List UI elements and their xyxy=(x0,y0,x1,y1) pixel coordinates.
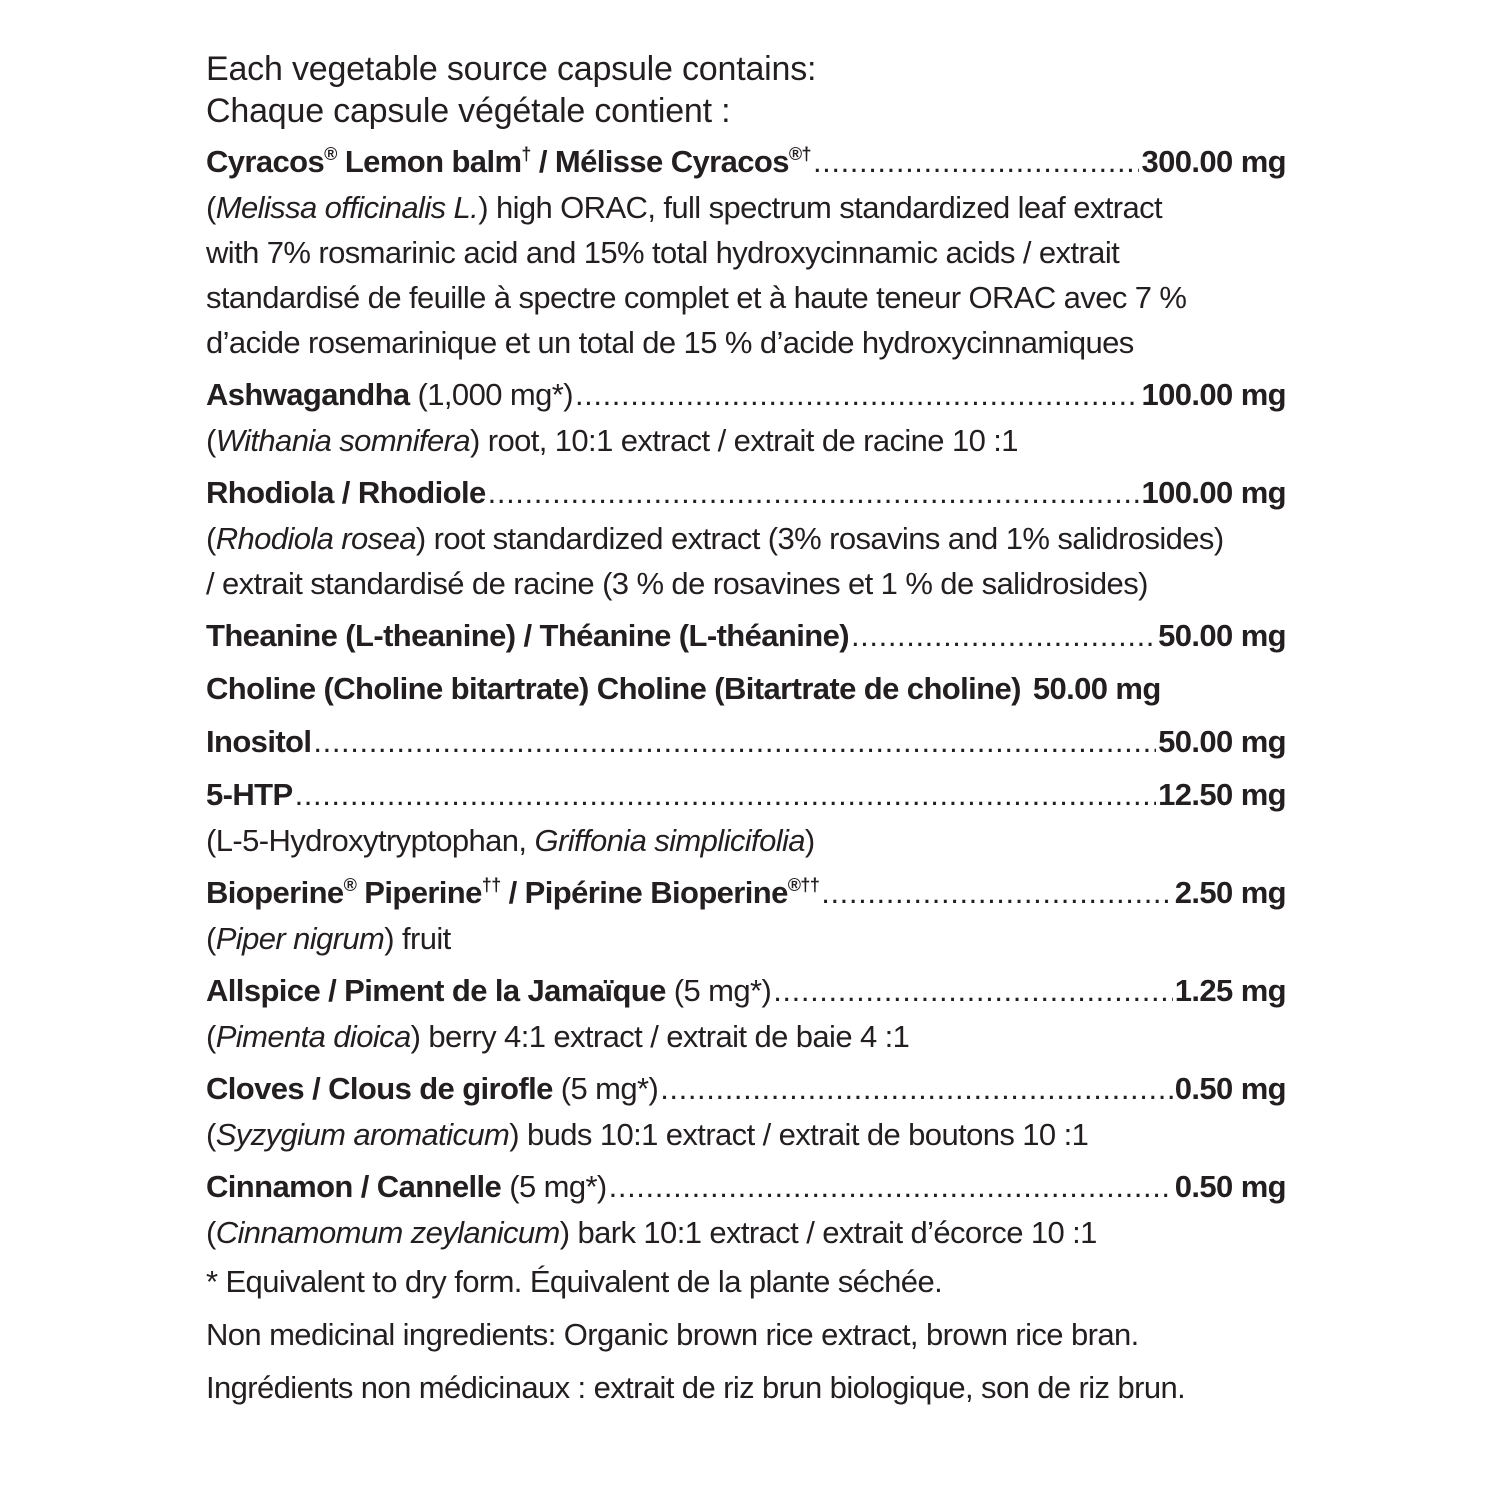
trademark-mark: † xyxy=(521,144,531,164)
ingredient-description: (Pimenta dioica) berry 4:1 extract / extrait de baie 4 :1 xyxy=(206,1019,910,1054)
ingredient-item xyxy=(206,772,1286,863)
ingredient-amount: 1.25 mg xyxy=(1174,973,1286,1008)
ingredient-item xyxy=(206,1066,1286,1157)
supplement-facts-panel xyxy=(206,48,1286,1410)
ingredient-row xyxy=(206,470,1286,516)
ingredient-amount: 50.00 mg xyxy=(1158,724,1286,759)
ingredient-amount: 50.00 mg xyxy=(1158,618,1286,653)
ingredient-name: Cinnamon / Cannelle (5 mg*) xyxy=(206,1169,607,1204)
latin-name: Pimenta dioica xyxy=(215,1019,411,1054)
ingredient-name: Ashwagandha (1,000 mg*) xyxy=(206,377,573,412)
ingredient-row xyxy=(206,666,1286,712)
ingredient-name: Inositol xyxy=(206,724,312,759)
ingredient-description: with 7% rosmarinic acid and 15% total hydroxycinnamic acids / extrait xyxy=(206,235,1120,270)
ingredient-description: (Withania somnifera) root, 10:1 extract / extrait de racine 10 :1 xyxy=(206,423,1018,458)
ingredient-equivalent: (1,000 mg*) xyxy=(409,377,573,412)
ingredient-amount: 0.50 mg xyxy=(1174,1071,1286,1106)
trademark-mark: ® xyxy=(343,875,357,895)
dot-leader xyxy=(295,772,1157,818)
ingredient-list xyxy=(206,139,1286,1255)
ingredient-item xyxy=(206,1164,1286,1255)
ingredient-item xyxy=(206,719,1286,765)
ingredient-description: (Piper nigrum) fruit xyxy=(206,921,451,956)
ingredient-equivalent: (5 mg*) xyxy=(501,1169,607,1204)
dot-leader xyxy=(575,372,1140,418)
ingredient-description: (Rhodiola rosea) root standardized extract (3% rosavins and 1% salidrosides) xyxy=(206,521,1224,556)
trademark-mark: ®† xyxy=(788,144,811,164)
ingredient-name: Rhodiola / Rhodiole xyxy=(206,475,486,510)
dot-leader xyxy=(488,470,1140,516)
ingredient-amount: 300.00 mg xyxy=(1141,144,1286,179)
ingredient-item xyxy=(206,139,1286,365)
ingredient-name: Choline (Choline bitartrate) Choline (Bitartrate de choline) xyxy=(206,671,1021,706)
ingredient-description: (Syzygium aromaticum) buds 10:1 extract / extrait de boutons 10 :1 xyxy=(206,1117,1089,1152)
ingredient-row xyxy=(206,719,1286,765)
dot-leader xyxy=(821,870,1173,916)
ingredient-name: Cloves / Clous de girofle (5 mg*) xyxy=(206,1071,659,1106)
ingredient-equivalent: (5 mg*) xyxy=(665,973,772,1008)
ingredient-description: (L-5-Hydroxytryptophan, Griffonia simplicifolia) xyxy=(206,823,815,858)
ingredient-description: d’acide rosemarinique et un total de 15 % d’acide hydroxycinnamiques xyxy=(206,325,1134,360)
non-medicinal-en: Non medicinal ingredients: Organic brown rice extract, brown rice bran. xyxy=(206,1317,1139,1352)
ingredient-row xyxy=(206,613,1286,659)
ingredient-amount: 100.00 mg xyxy=(1141,377,1286,412)
ingredient-description: (Melissa officinalis L.) high ORAC, full spectrum standardized leaf extract xyxy=(206,190,1163,225)
dot-leader xyxy=(773,968,1173,1014)
latin-name: Melissa officinalis L. xyxy=(215,190,479,225)
header-en: Each vegetable source capsule contains: xyxy=(206,50,817,88)
ingredient-row xyxy=(206,139,1286,185)
non-medicinal-fr: Ingrédients non médicinaux : extrait de riz brun biologique, son de riz brun. xyxy=(206,1370,1186,1405)
ingredient-description: standardisé de feuille à spectre complet et à haute teneur ORAC avec 7 % xyxy=(206,280,1187,315)
ingredient-name: 5-HTP xyxy=(206,777,293,812)
ingredient-name: Theanine (L-theanine) / Théanine (L-théanine) xyxy=(206,618,849,653)
ingredient-row xyxy=(206,870,1286,916)
latin-name: Withania somnifera xyxy=(215,423,470,458)
ingredient-row xyxy=(206,968,1286,1014)
header-fr: Chaque capsule végétale contient : xyxy=(206,92,731,130)
ingredient-amount: 0.50 mg xyxy=(1174,1169,1286,1204)
footnote: * Equivalent to dry form. Équivalent de la plante séchée. xyxy=(206,1264,943,1299)
latin-name: Griffonia simplicifolia xyxy=(534,823,805,858)
ingredient-row xyxy=(206,772,1286,818)
latin-name: Syzygium aromaticum xyxy=(215,1117,510,1152)
ingredient-amount: 50.00 mg xyxy=(1032,671,1161,706)
ingredient-item xyxy=(206,470,1286,606)
ingredient-amount: 100.00 mg xyxy=(1141,475,1286,510)
ingredient-row xyxy=(206,372,1286,418)
latin-name: Rhodiola rosea xyxy=(215,521,416,556)
dot-leader xyxy=(813,139,1140,185)
latin-name: Piper nigrum xyxy=(215,921,385,956)
trademark-mark: ® xyxy=(324,144,337,164)
ingredient-item xyxy=(206,968,1286,1059)
latin-name: Cinnamomum zeylanicum xyxy=(215,1215,560,1250)
ingredient-item xyxy=(206,613,1286,659)
ingredient-name: Cyracos® Lemon balm† / Mélisse Cyracos®† xyxy=(206,144,811,179)
ingredient-item xyxy=(206,870,1286,961)
ingredient-equivalent: (5 mg*) xyxy=(552,1071,659,1106)
dot-leader xyxy=(609,1164,1173,1210)
ingredient-description: / extrait standardisé de racine (3 % de rosavines et 1 % de salidrosides) xyxy=(206,566,1148,601)
ingredient-row xyxy=(206,1164,1286,1210)
ingredient-item xyxy=(206,666,1286,712)
dot-leader xyxy=(851,613,1156,659)
ingredient-name: Bioperine® Piperine†† / Pipérine Bioperine®†† xyxy=(206,875,820,910)
ingredient-item xyxy=(206,372,1286,463)
ingredient-amount: 2.50 mg xyxy=(1174,875,1286,910)
ingredient-row xyxy=(206,1066,1286,1112)
dot-leader xyxy=(313,719,1156,765)
trademark-mark: †† xyxy=(481,875,501,895)
ingredient-name: Allspice / Piment de la Jamaïque (5 mg*) xyxy=(206,973,772,1008)
ingredient-amount: 12.50 mg xyxy=(1158,777,1286,812)
trademark-mark: ®†† xyxy=(787,875,820,895)
ingredient-description: (Cinnamomum zeylanicum) bark 10:1 extract / extrait d’écorce 10 :1 xyxy=(206,1215,1097,1250)
dot-leader xyxy=(660,1066,1173,1112)
